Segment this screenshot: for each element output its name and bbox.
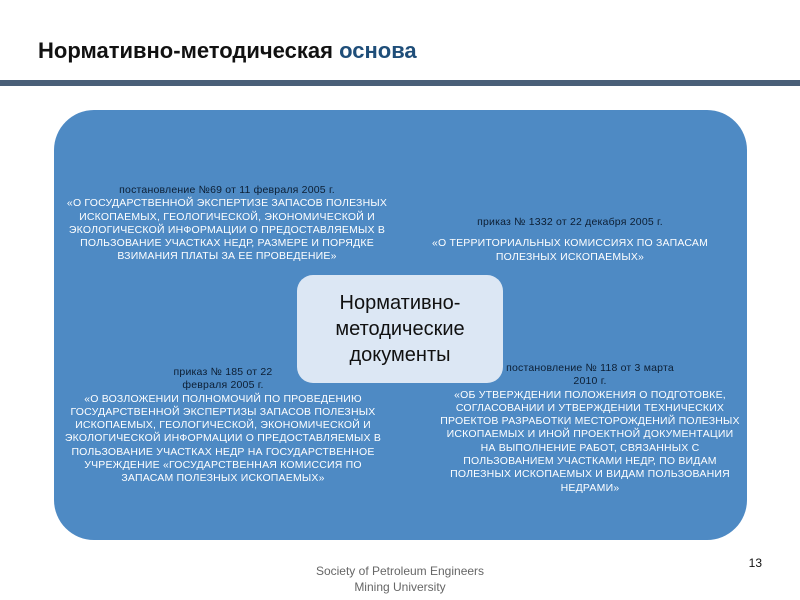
document-head: приказ № 185 от 22 февраля 2005 г. [173, 366, 273, 392]
document-body: «О ГОСУДАРСТВЕННОЙ ЭКСПЕРТИЗЕ ЗАПАСОВ ПОЛЕЗНЫХ ИСКОПАЕМЫХ, ГЕОЛОГИЧЕСКОЙ, ЭКОНОМИЧЕСКОЙ И ЭКОЛОГИЧЕСКОЙ ИНФОРМАЦИИ О ПРЕДОСТАВЛЯЕМЫХ В ПОЛЬЗОВАНИЕ УЧАСТКАХ НЕДР, РАЗМЕРЕ И ПОРЯДКЕ ВЗИМАНИЯ ПЛАТЫ ЗА ЕЕ ПРОВЕДЕНИЕ» [66, 197, 388, 263]
document-body: «О ВОЗЛОЖЕНИИ ПОЛНОМОЧИЙ ПО ПРОВЕДЕНИЮ ГОСУДАРСТВЕННОЙ ЭКСПЕРТИЗЫ ЗАПАСОВ ПОЛЕЗНЫХ ИСКОПАЕМЫХ, ГЕОЛОГИЧЕСКОЙ, ЭКОНОМИЧЕСКОЙ И ЭКОЛОГИЧЕСКОЙ ИНФОРМАЦИИ О ПРЕДОСТАВЛЯЕМЫХ В ПОЛЬЗОВАНИЕ УЧАСТКАХ НЕДР НА ГОСУДАРСТВЕННОЕ УЧРЕЖДЕНИЕ «ГОСУДАРСТВЕННАЯ КОМИССИЯ ПО ЗАПАСАМ ПОЛЕЗНЫХ ИСКОПАЕМЫХ» [64, 392, 382, 485]
center-label-box [297, 275, 503, 383]
document-head: приказ № 1332 от 22 декабря 2005 г. [477, 216, 663, 228]
slide-title [38, 38, 417, 64]
document-body: «ОБ УТВЕРЖДЕНИИ ПОЛОЖЕНИЯ О ПОДГОТОВКЕ, СОГЛАСОВАНИИ И УТВЕРЖДЕНИИ ТЕХНИЧЕСКИХ ПРОЕКТОВ РАЗРАБОТКИ МЕСТОРОЖДЕНИЙ ПОЛЕЗНЫХ ИСКОПАЕМЫХ И ИНОЙ ПРОЕКТНОЙ ДОКУМЕНТАЦИИ НА ВЫПОЛНЕНИЕ РАБОТ, СВЯЗАННЫХ С ПОЛЬЗОВАНИЕМ УЧАСТКАМИ НЕДР, ПО ВИДАМ ПОЛЕЗНЫХ ИСКОПАЕМЫХ И ВИДАМ ПОЛЬЗОВАНИЯ НЕДРАМИ» [440, 388, 740, 494]
page-number: 13 [748, 556, 762, 570]
document-head: постановление №69 от 11 февраля 2005 г. [119, 184, 335, 196]
slide-title-accent: основа [339, 38, 417, 63]
footer-university: Mining University [354, 580, 446, 594]
document-block-3 [58, 366, 388, 486]
document-block-1 [62, 184, 392, 264]
slide-title-main: Нормативно-методическая [38, 38, 333, 63]
footer-org: Society of Petroleum Engineers [315, 564, 485, 578]
document-block-2 [420, 216, 720, 264]
center-label: Нормативно-методические документы [335, 292, 465, 366]
document-head: постановление № 118 от 3 марта 2010 г. [506, 362, 674, 388]
document-body: «О ТЕРРИТОРИАЛЬНЫХ КОМИССИЯХ ПО ЗАПАСАМ ПОЛЕЗНЫХ ИСКОПАЕМЫХ» [431, 237, 709, 263]
title-divider [0, 80, 800, 86]
